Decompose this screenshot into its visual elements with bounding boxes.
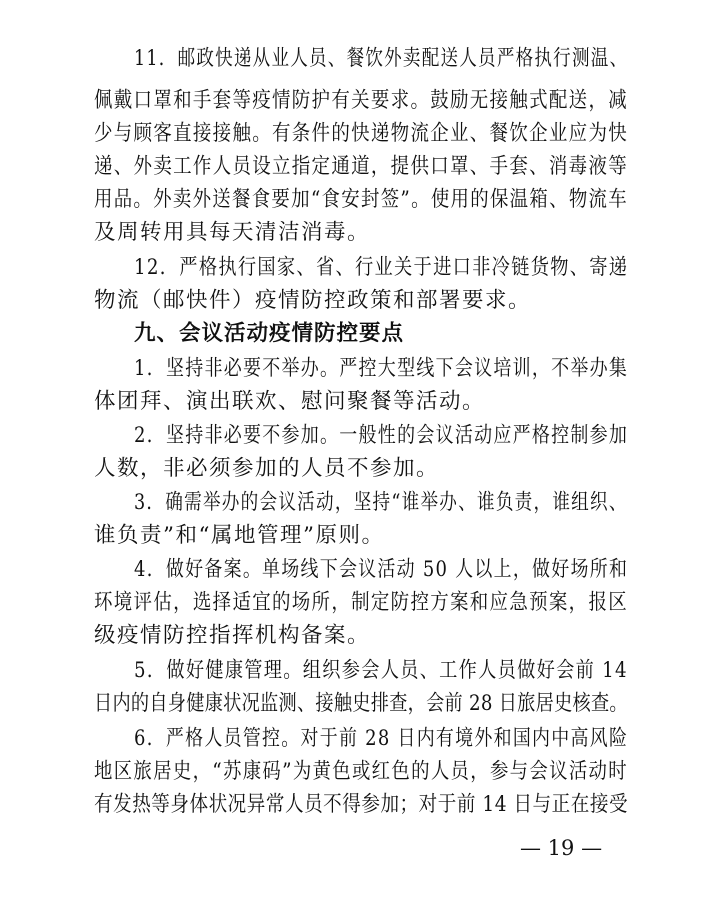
text-line: 用品。外卖外送餐食要加“食安封签”。使用的保温箱、物流车: [94, 187, 628, 212]
text-line: 4．做好备案。单场线下会议活动 50 人以上，做好场所和: [134, 557, 629, 582]
text-line: 11．邮政快递从业人员、餐饮外卖配送人员严格执行测温、: [134, 46, 629, 71]
text-line: 人数，非必须参加的人员不参加。: [94, 456, 440, 481]
text-line: 地区旅居史，“苏康码”为黄色或红色的人员，参与会议活动时: [94, 759, 628, 784]
text-line: 3．确需举办的会议活动，坚持“谁举办、谁负责，谁组织、: [134, 490, 628, 515]
text-line: 环境评估，选择适宜的场所，制定防控方案和应急预案，报区: [94, 590, 629, 615]
section-heading: 九、会议活动疫情防控要点: [134, 321, 405, 346]
page-number: — 19 —: [520, 836, 603, 860]
text-line: 5．做好健康管理。组织参会人员、工作人员做好会前 14: [134, 658, 628, 683]
text-line: 体团拜、演出联欢、慰问聚餐等活动。: [94, 389, 486, 414]
text-line: 少与顾客直接接触。有条件的快递物流企业、餐饮企业应为快: [94, 121, 629, 146]
text-line: 级疫情防控指挥机构备案。: [94, 623, 371, 648]
text-line: 日内的自身健康状况监测、接触史排查，会前 28 日旅居史核查。: [94, 691, 628, 716]
text-line: 佩戴口罩和手套等疫情防护有关要求。鼓励无接触式配送，减: [94, 88, 629, 113]
text-line: 6．严格人员管控。对于前 28 日内有境外和国内中高风险: [134, 726, 629, 751]
text-line: 递、外卖工作人员设立指定通道，提供口罩、手套、消毒液等: [94, 154, 629, 179]
text-line: 1．坚持非必要不举办。严控大型线下会议培训，不举办集: [134, 356, 629, 381]
text-line: 物流（邮快件）疫情防控政策和部署要求。: [94, 288, 532, 313]
text-line: 2．坚持非必要不参加。一般性的会议活动应严格控制参加: [134, 423, 629, 448]
text-line: 12．严格执行国家、省、行业关于进口非冷链货物、寄递: [134, 255, 629, 280]
text-line: 及周转用具每天清洁消毒。: [94, 220, 371, 245]
text-line: 有发热等身体状况异常人员不得参加；对于前 14 日与正在接受: [94, 792, 629, 817]
text-line: 谁负责”和“属地管理”原则。: [94, 523, 385, 548]
